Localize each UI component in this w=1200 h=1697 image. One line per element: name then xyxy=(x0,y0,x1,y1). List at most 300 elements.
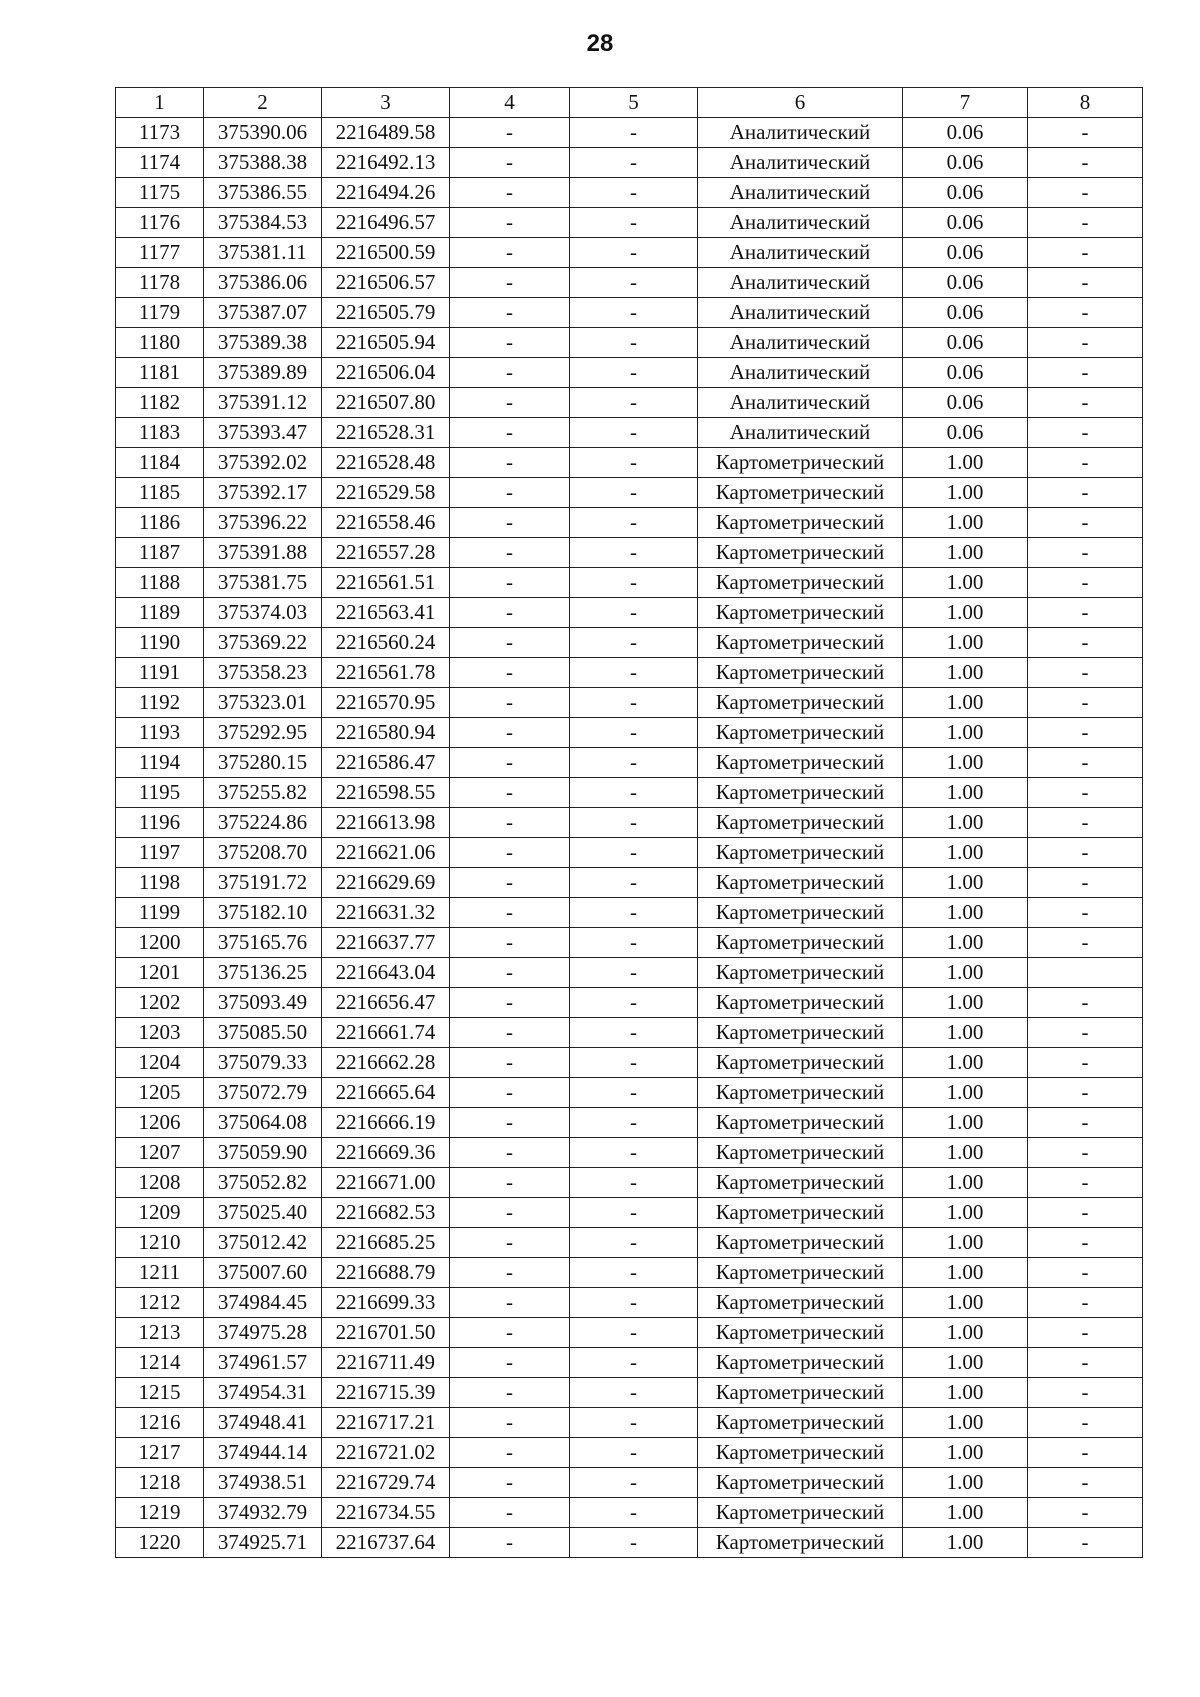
table-cell: 2216580.94 xyxy=(322,718,450,748)
table-cell: - xyxy=(1028,718,1143,748)
table-cell: - xyxy=(450,718,570,748)
table-cell: Картометрический xyxy=(698,1348,903,1378)
table-cell: 375025.40 xyxy=(204,1198,322,1228)
table-cell: Аналитический xyxy=(698,298,903,328)
table-cell: 1.00 xyxy=(903,1198,1028,1228)
table-cell: - xyxy=(450,448,570,478)
table-cell: - xyxy=(1028,658,1143,688)
table-row xyxy=(116,508,1143,538)
table-cell: 2216528.48 xyxy=(322,448,450,478)
table-cell: 0.06 xyxy=(903,148,1028,178)
table-cell: 2216570.95 xyxy=(322,688,450,718)
table-cell: 375392.02 xyxy=(204,448,322,478)
table-cell: - xyxy=(450,988,570,1018)
table-cell: 1181 xyxy=(116,358,204,388)
table-cell: 1183 xyxy=(116,418,204,448)
table-cell: 2216662.28 xyxy=(322,1048,450,1078)
table-cell: - xyxy=(450,1108,570,1138)
table-row xyxy=(116,1408,1143,1438)
table-row xyxy=(116,118,1143,148)
table-row xyxy=(116,1018,1143,1048)
table-cell: 2216586.47 xyxy=(322,748,450,778)
table-cell: - xyxy=(1028,778,1143,808)
table-row xyxy=(116,298,1143,328)
table-cell: - xyxy=(570,1468,698,1498)
table-cell: 1.00 xyxy=(903,808,1028,838)
table-cell: 1.00 xyxy=(903,538,1028,568)
table-cell: - xyxy=(1028,1228,1143,1258)
table-cell: 1.00 xyxy=(903,958,1028,988)
table-cell: 375224.86 xyxy=(204,808,322,838)
table-cell: 1.00 xyxy=(903,658,1028,688)
table-cell: 2216721.02 xyxy=(322,1438,450,1468)
table-cell: - xyxy=(1028,298,1143,328)
table-cell: 2216711.49 xyxy=(322,1348,450,1378)
table-row xyxy=(116,1468,1143,1498)
table-cell: 1211 xyxy=(116,1258,204,1288)
table-cell: 0.06 xyxy=(903,208,1028,238)
table-cell: 375079.33 xyxy=(204,1048,322,1078)
table-cell: - xyxy=(570,568,698,598)
table-cell: - xyxy=(570,1318,698,1348)
table-cell: 1.00 xyxy=(903,1258,1028,1288)
table-cell: - xyxy=(450,328,570,358)
table-cell: 1.00 xyxy=(903,1108,1028,1138)
table-row xyxy=(116,148,1143,178)
table-cell: - xyxy=(450,508,570,538)
table-cell: 1.00 xyxy=(903,1288,1028,1318)
table-cell: 1193 xyxy=(116,718,204,748)
table-cell: - xyxy=(570,388,698,418)
table-row xyxy=(116,178,1143,208)
table-cell: 375374.03 xyxy=(204,598,322,628)
table-cell: 2216489.58 xyxy=(322,118,450,148)
table-cell: - xyxy=(450,568,570,598)
table-cell: 1208 xyxy=(116,1168,204,1198)
table-cell: 1.00 xyxy=(903,718,1028,748)
table-cell: - xyxy=(450,298,570,328)
table-cell: - xyxy=(570,628,698,658)
table-cell: 1.00 xyxy=(903,1468,1028,1498)
table-cell: 374938.51 xyxy=(204,1468,322,1498)
page-number: 28 xyxy=(586,30,614,57)
column-header: 2 xyxy=(204,88,322,118)
table-cell: 1198 xyxy=(116,868,204,898)
table-cell: 1.00 xyxy=(903,928,1028,958)
table-cell: 375391.88 xyxy=(204,538,322,568)
table-cell: - xyxy=(570,268,698,298)
table-cell: - xyxy=(1028,1198,1143,1228)
table-cell: 1213 xyxy=(116,1318,204,1348)
table-cell: 1210 xyxy=(116,1228,204,1258)
table-row xyxy=(116,1048,1143,1078)
table-cell: 2216715.39 xyxy=(322,1378,450,1408)
table-cell: 1.00 xyxy=(903,688,1028,718)
column-header: 4 xyxy=(450,88,570,118)
table-cell: Картометрический xyxy=(698,1528,903,1558)
table-cell: 0.06 xyxy=(903,268,1028,298)
table-cell: - xyxy=(570,838,698,868)
table-cell: 1194 xyxy=(116,748,204,778)
table-cell: 2216669.36 xyxy=(322,1138,450,1168)
table-cell: Картометрический xyxy=(698,1198,903,1228)
table-row xyxy=(116,898,1143,928)
table-cell: - xyxy=(450,238,570,268)
table-cell: 1218 xyxy=(116,1468,204,1498)
table-cell: - xyxy=(1028,148,1143,178)
table-row xyxy=(116,838,1143,868)
table-cell: - xyxy=(450,778,570,808)
table-cell: 1.00 xyxy=(903,598,1028,628)
table-cell: 2216557.28 xyxy=(322,538,450,568)
table-cell: Картометрический xyxy=(698,1378,903,1408)
table-cell: - xyxy=(450,898,570,928)
table-cell: 0.06 xyxy=(903,118,1028,148)
table-cell: - xyxy=(1028,838,1143,868)
table-cell: - xyxy=(1028,1108,1143,1138)
table-cell: 2216717.21 xyxy=(322,1408,450,1438)
table-cell: - xyxy=(570,238,698,268)
table-cell: Картометрический xyxy=(698,778,903,808)
table-cell: - xyxy=(570,1348,698,1378)
table-cell: - xyxy=(1028,1288,1143,1318)
table-cell: Аналитический xyxy=(698,208,903,238)
table-cell: 1188 xyxy=(116,568,204,598)
table-cell: - xyxy=(1028,418,1143,448)
table-cell: - xyxy=(450,928,570,958)
coordinates-table xyxy=(115,87,1143,1558)
table-row xyxy=(116,628,1143,658)
table-row xyxy=(116,268,1143,298)
table-cell: 2216737.64 xyxy=(322,1528,450,1558)
table-cell: 375191.72 xyxy=(204,868,322,898)
table-cell: 1179 xyxy=(116,298,204,328)
table-cell: 1184 xyxy=(116,448,204,478)
table-row xyxy=(116,1438,1143,1468)
table-cell: 1.00 xyxy=(903,1048,1028,1078)
table-cell: - xyxy=(450,1378,570,1408)
table-cell: - xyxy=(450,1048,570,1078)
table-cell: Картометрический xyxy=(698,1108,903,1138)
table-row xyxy=(116,1288,1143,1318)
table-cell: 1.00 xyxy=(903,1078,1028,1108)
table-cell: 1216 xyxy=(116,1408,204,1438)
table-cell: - xyxy=(450,1408,570,1438)
table-cell: - xyxy=(450,1528,570,1558)
table-cell: - xyxy=(570,478,698,508)
table-cell: 1199 xyxy=(116,898,204,928)
table-cell: 375381.11 xyxy=(204,238,322,268)
table-cell: - xyxy=(450,658,570,688)
table-cell: 375390.06 xyxy=(204,118,322,148)
column-header: 8 xyxy=(1028,88,1143,118)
table-row xyxy=(116,1228,1143,1258)
table-cell: - xyxy=(570,1528,698,1558)
table-cell: 0.06 xyxy=(903,358,1028,388)
table-cell: - xyxy=(1028,748,1143,778)
table-cell: Картометрический xyxy=(698,748,903,778)
table-cell: 2216496.57 xyxy=(322,208,450,238)
table-cell: 2216561.78 xyxy=(322,658,450,688)
table-cell: - xyxy=(570,808,698,838)
table-cell: - xyxy=(1028,598,1143,628)
table-cell: - xyxy=(1028,1348,1143,1378)
table-cell: Картометрический xyxy=(698,1408,903,1438)
table-cell: 1186 xyxy=(116,508,204,538)
table-cell: - xyxy=(570,1078,698,1108)
table-cell: 374932.79 xyxy=(204,1498,322,1528)
table-row xyxy=(116,1258,1143,1288)
table-cell: Картометрический xyxy=(698,1468,903,1498)
table-cell: 1.00 xyxy=(903,1408,1028,1438)
table-cell: Картометрический xyxy=(698,1258,903,1288)
table-cell: 1206 xyxy=(116,1108,204,1138)
table-cell: - xyxy=(1028,688,1143,718)
table-cell: 1173 xyxy=(116,118,204,148)
table-row xyxy=(116,718,1143,748)
table-row xyxy=(116,1318,1143,1348)
table-cell: - xyxy=(570,988,698,1018)
table-cell: - xyxy=(450,148,570,178)
table-cell: 375384.53 xyxy=(204,208,322,238)
table-cell: - xyxy=(570,358,698,388)
table-cell: Аналитический xyxy=(698,148,903,178)
table-cell: - xyxy=(450,1288,570,1318)
table-cell: 1.00 xyxy=(903,1378,1028,1408)
table-cell: 374954.31 xyxy=(204,1378,322,1408)
table-cell: Картометрический xyxy=(698,448,903,478)
table-cell: 1176 xyxy=(116,208,204,238)
table-cell: 375182.10 xyxy=(204,898,322,928)
table-cell: 1207 xyxy=(116,1138,204,1168)
table-cell: 375386.06 xyxy=(204,268,322,298)
table-cell: - xyxy=(450,478,570,508)
table-cell: - xyxy=(570,178,698,208)
table-cell: - xyxy=(570,958,698,988)
table-cell: 1187 xyxy=(116,538,204,568)
table-cell: Картометрический xyxy=(698,898,903,928)
table-cell: 2216656.47 xyxy=(322,988,450,1018)
table-cell: Картометрический xyxy=(698,1498,903,1528)
table-cell: 1.00 xyxy=(903,778,1028,808)
table-row xyxy=(116,688,1143,718)
table-cell: - xyxy=(570,658,698,688)
table-cell: - xyxy=(570,1018,698,1048)
table-cell: - xyxy=(570,208,698,238)
table-cell: 2216643.04 xyxy=(322,958,450,988)
table-cell: 1190 xyxy=(116,628,204,658)
table-body xyxy=(116,118,1143,1558)
table-cell: Картометрический xyxy=(698,1318,903,1348)
table-cell: Картометрический xyxy=(698,928,903,958)
column-header: 3 xyxy=(322,88,450,118)
table-cell: - xyxy=(570,1258,698,1288)
table-cell: 0.06 xyxy=(903,328,1028,358)
table-cell: 375392.17 xyxy=(204,478,322,508)
table-cell: 1209 xyxy=(116,1198,204,1228)
table-cell: - xyxy=(1028,268,1143,298)
table-cell: 1.00 xyxy=(903,1348,1028,1378)
table-cell: - xyxy=(570,1408,698,1438)
column-header: 7 xyxy=(903,88,1028,118)
table-cell: Аналитический xyxy=(698,358,903,388)
table-cell: - xyxy=(1028,508,1143,538)
table-cell: - xyxy=(570,118,698,148)
table-cell: Картометрический xyxy=(698,658,903,688)
table-cell: 1174 xyxy=(116,148,204,178)
table-cell: 2216505.94 xyxy=(322,328,450,358)
table-cell: 375396.22 xyxy=(204,508,322,538)
table-row xyxy=(116,238,1143,268)
table-cell: Картометрический xyxy=(698,1288,903,1318)
table-cell: 375136.25 xyxy=(204,958,322,988)
table-row xyxy=(116,328,1143,358)
table-cell: - xyxy=(570,748,698,778)
table-cell: - xyxy=(1028,118,1143,148)
table-cell: - xyxy=(1028,1078,1143,1108)
table-cell: 374925.71 xyxy=(204,1528,322,1558)
table-cell: - xyxy=(1028,628,1143,658)
table-cell: 0.06 xyxy=(903,298,1028,328)
table-cell: Аналитический xyxy=(698,238,903,268)
table-cell: Картометрический xyxy=(698,988,903,1018)
table-cell: 375381.75 xyxy=(204,568,322,598)
table-row xyxy=(116,1378,1143,1408)
table-cell: - xyxy=(450,1318,570,1348)
table-cell: - xyxy=(450,358,570,388)
table-row xyxy=(116,868,1143,898)
table-cell: 2216734.55 xyxy=(322,1498,450,1528)
table-cell: - xyxy=(1028,538,1143,568)
table-cell: - xyxy=(1028,1138,1143,1168)
table-cell: - xyxy=(1028,178,1143,208)
table-cell: 1205 xyxy=(116,1078,204,1108)
table-cell: - xyxy=(570,1438,698,1468)
table-cell: - xyxy=(570,148,698,178)
table-cell: 1.00 xyxy=(903,988,1028,1018)
table-cell: 2216666.19 xyxy=(322,1108,450,1138)
table-cell: Картометрический xyxy=(698,958,903,988)
table-cell: 1180 xyxy=(116,328,204,358)
table-cell: 375292.95 xyxy=(204,718,322,748)
table-cell: 375052.82 xyxy=(204,1168,322,1198)
table-cell: - xyxy=(450,748,570,778)
table-cell: - xyxy=(570,1288,698,1318)
table-cell: 375369.22 xyxy=(204,628,322,658)
table-cell: 1220 xyxy=(116,1528,204,1558)
table-cell: - xyxy=(570,298,698,328)
table-cell: 375389.89 xyxy=(204,358,322,388)
table-cell: 374961.57 xyxy=(204,1348,322,1378)
table-cell: - xyxy=(450,268,570,298)
table-cell: - xyxy=(570,328,698,358)
table-row xyxy=(116,1138,1143,1168)
table-cell: 2216621.06 xyxy=(322,838,450,868)
table-cell: 2216529.58 xyxy=(322,478,450,508)
table-row xyxy=(116,1348,1143,1378)
table-row xyxy=(116,1528,1143,1558)
table-cell: 375093.49 xyxy=(204,988,322,1018)
column-header: 1 xyxy=(116,88,204,118)
table-cell: 1191 xyxy=(116,658,204,688)
table-cell xyxy=(1028,958,1143,988)
table-cell: 375280.15 xyxy=(204,748,322,778)
table-cell: 375358.23 xyxy=(204,658,322,688)
table-row xyxy=(116,388,1143,418)
table-cell: 1192 xyxy=(116,688,204,718)
table-cell: - xyxy=(1028,1378,1143,1408)
table-cell: 1.00 xyxy=(903,1168,1028,1198)
table-cell: - xyxy=(1028,868,1143,898)
table-cell: 2216494.26 xyxy=(322,178,450,208)
table-cell: 2216699.33 xyxy=(322,1288,450,1318)
table-cell: 1202 xyxy=(116,988,204,1018)
table-cell: - xyxy=(450,178,570,208)
table-cell: - xyxy=(570,868,698,898)
table-cell: 2216500.59 xyxy=(322,238,450,268)
table-cell: 1.00 xyxy=(903,628,1028,658)
table-cell: 1182 xyxy=(116,388,204,418)
table-cell: - xyxy=(1028,448,1143,478)
table-cell: 1.00 xyxy=(903,1318,1028,1348)
table-cell: - xyxy=(570,778,698,808)
table-cell: Картометрический xyxy=(698,1228,903,1258)
table-cell: 1215 xyxy=(116,1378,204,1408)
table-cell: - xyxy=(1028,388,1143,418)
table-cell: - xyxy=(1028,1318,1143,1348)
table-cell: - xyxy=(570,538,698,568)
table-cell: - xyxy=(570,418,698,448)
table-cell: 375208.70 xyxy=(204,838,322,868)
table-cell: - xyxy=(450,388,570,418)
table-cell: Картометрический xyxy=(698,838,903,868)
table-cell: - xyxy=(570,1138,698,1168)
table-cell: 1.00 xyxy=(903,1138,1028,1168)
table-row xyxy=(116,1108,1143,1138)
column-header: 5 xyxy=(570,88,698,118)
table-row xyxy=(116,598,1143,628)
table-header-row xyxy=(116,88,1143,118)
table-cell: - xyxy=(450,1138,570,1168)
table-cell: - xyxy=(450,418,570,448)
table-cell: 2216665.64 xyxy=(322,1078,450,1108)
table-cell: Картометрический xyxy=(698,808,903,838)
table-cell: 2216688.79 xyxy=(322,1258,450,1288)
table-row xyxy=(116,928,1143,958)
table-cell: Картометрический xyxy=(698,688,903,718)
table-cell: 375059.90 xyxy=(204,1138,322,1168)
table-cell: - xyxy=(570,1498,698,1528)
table-cell: 1177 xyxy=(116,238,204,268)
table-cell: - xyxy=(450,808,570,838)
table-cell: - xyxy=(450,118,570,148)
table-cell: - xyxy=(1028,988,1143,1018)
table-cell: 2216507.80 xyxy=(322,388,450,418)
table-cell: - xyxy=(1028,1048,1143,1078)
table-cell: 375386.55 xyxy=(204,178,322,208)
table-cell: 1185 xyxy=(116,478,204,508)
table-cell: 375391.12 xyxy=(204,388,322,418)
table-cell: 2216563.41 xyxy=(322,598,450,628)
table-cell: 2216661.74 xyxy=(322,1018,450,1048)
table-cell: Картометрический xyxy=(698,598,903,628)
table-cell: Аналитический xyxy=(698,268,903,298)
table-cell: - xyxy=(570,928,698,958)
table-cell: 375255.82 xyxy=(204,778,322,808)
table-cell: 1.00 xyxy=(903,448,1028,478)
table-cell: 1175 xyxy=(116,178,204,208)
table-cell: 2216505.79 xyxy=(322,298,450,328)
